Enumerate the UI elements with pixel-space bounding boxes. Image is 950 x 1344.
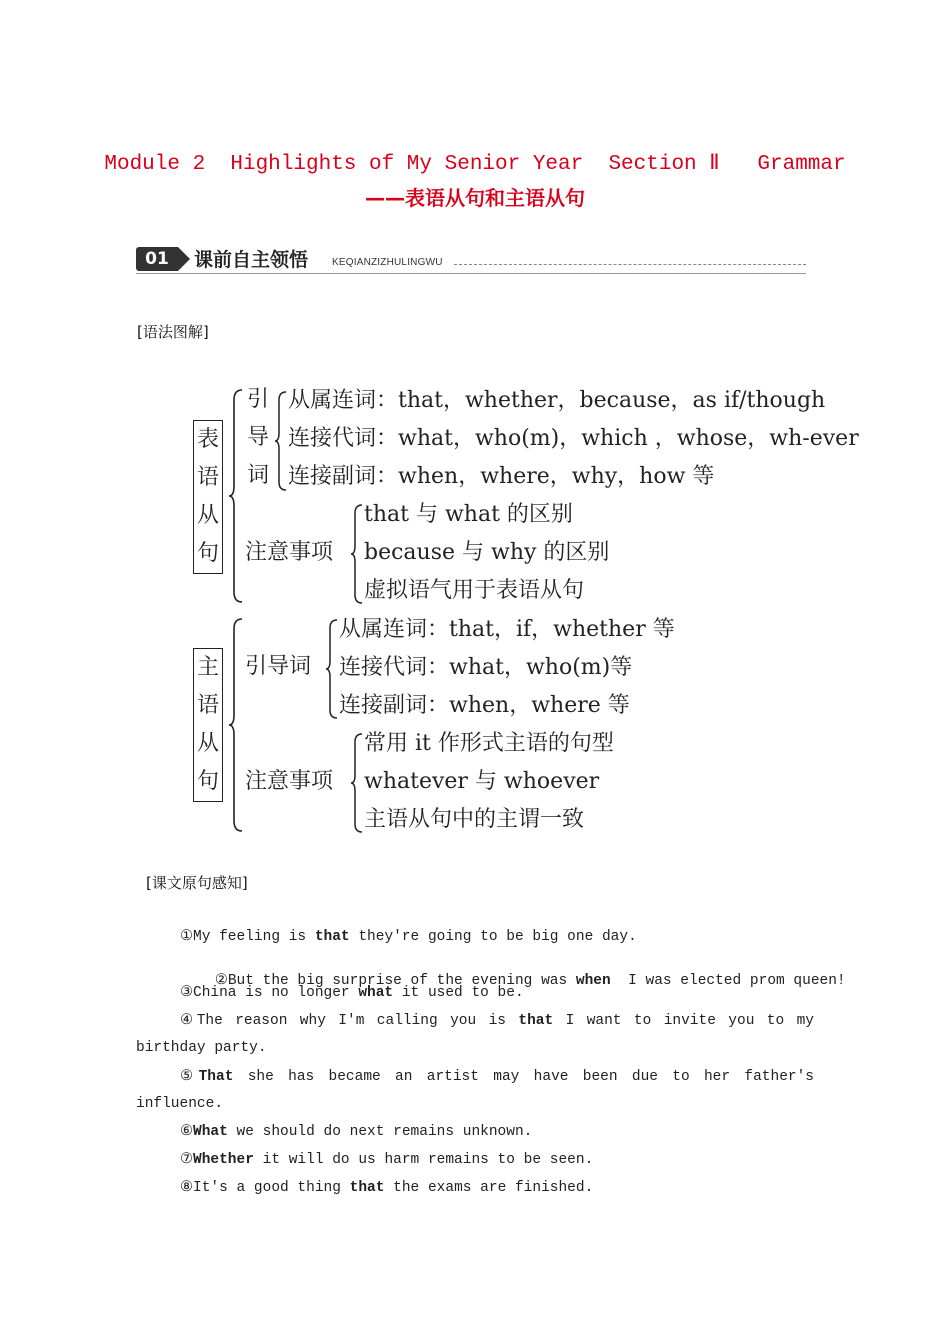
- example-sentence: [180, 984, 524, 1001]
- root-label-box: [193, 420, 223, 574]
- sentence-keyword: when: [575, 973, 611, 989]
- example-sentence: [180, 928, 637, 945]
- lead-char: 引: [246, 387, 269, 412]
- lead-item: 从属连词：that，whether，because，as if/though: [288, 388, 826, 413]
- lead-brace: [274, 390, 288, 492]
- lead-brace: [325, 618, 339, 720]
- sentence-text: we should do next remains unknown.: [227, 1124, 533, 1140]
- notes-brace: [350, 732, 364, 834]
- sentence-number: ③: [180, 985, 193, 1001]
- root-char: 从: [196, 731, 219, 756]
- root-char: 表: [196, 427, 219, 452]
- sentence-number: ④: [180, 1013, 197, 1029]
- note-item: because 与 why 的区别: [364, 540, 610, 565]
- root-label-box: [193, 648, 223, 802]
- banner-underline: [136, 273, 806, 274]
- sentence-continuation: influence.: [136, 1096, 224, 1112]
- banner-number: 01: [136, 247, 178, 271]
- notes-label: 注意事项: [245, 540, 334, 565]
- sentence-text: It's a good thing: [193, 1180, 350, 1196]
- example-sentence: [180, 1123, 532, 1140]
- note-item: 主语从句中的主谓一致: [364, 807, 585, 832]
- example-sentence: [180, 1151, 593, 1168]
- lead-word-label: [244, 381, 272, 495]
- banner-label: 课前自主领悟: [194, 249, 309, 271]
- sentence-text: The reason why I'm calling you is: [196, 1013, 519, 1029]
- sentence-text: I want to invite you to my: [553, 1013, 814, 1029]
- root-brace: [228, 388, 244, 604]
- sentence-number: ①: [180, 929, 193, 945]
- lead-item: 连接副词：when，where，why，how 等: [288, 464, 715, 489]
- sentence-text: China is no longer: [193, 985, 359, 1001]
- notes-brace: [350, 503, 364, 605]
- sentence-keyword: Whether: [193, 1152, 254, 1168]
- sentence-text: My feeling is: [193, 929, 315, 945]
- sentence-text: I was elected prom queen!: [610, 973, 846, 989]
- banner-dashed-divider: [454, 264, 806, 265]
- sentence-keyword: That: [198, 1069, 234, 1085]
- sentence-text: it will do us harm remains to be seen.: [253, 1152, 594, 1168]
- sentence-text: it used to be.: [393, 985, 524, 1001]
- section-heading-sentences: [课文原句感知]: [146, 874, 248, 892]
- root-char: 句: [196, 769, 219, 794]
- sentence-number: ⑥: [180, 1124, 193, 1140]
- sentence-number: ⑤: [180, 1069, 199, 1085]
- lead-char: 导: [246, 425, 269, 450]
- sentence-continuation: birthday party.: [136, 1040, 267, 1056]
- sentence-number: ⑦: [180, 1152, 193, 1168]
- root-char: 句: [196, 541, 219, 566]
- note-item: 虚拟语气用于表语从句: [364, 578, 585, 603]
- sentence-keyword: what: [358, 985, 394, 1001]
- page-subtitle: ——表语从句和主语从句: [365, 186, 585, 210]
- sentence-text: she has became an artist may have been due to her father's: [233, 1069, 815, 1085]
- lead-item: 连接副词：when，where 等: [339, 693, 630, 718]
- sentence-text: the exams are finished.: [384, 1180, 594, 1196]
- section-banner: [136, 243, 806, 275]
- note-item: whatever 与 whoever: [364, 769, 600, 794]
- lead-word-label: 引导词: [245, 654, 312, 679]
- lead-item: 连接代词：what，who(m)等: [339, 655, 633, 680]
- sentence-keyword: that: [314, 929, 350, 945]
- root-char: 语: [196, 693, 219, 718]
- root-char: 从: [196, 503, 219, 528]
- root-char: 主: [196, 655, 219, 680]
- banner-pinyin: KEQIANZIZHULINGWU: [332, 257, 443, 268]
- root-brace: [228, 617, 244, 833]
- sentence-number: ⑧: [180, 1180, 193, 1196]
- section-heading-diagram: [语法图解]: [137, 323, 209, 341]
- note-item: that 与 what 的区别: [364, 502, 573, 527]
- example-sentence: [180, 1068, 814, 1085]
- root-char: 语: [196, 465, 219, 490]
- example-sentence: [180, 1012, 814, 1029]
- page-title: Module 2 Highlights of My Senior Year Section Ⅱ Grammar: [104, 153, 846, 176]
- sentence-number: ②: [214, 973, 228, 989]
- lead-item: 连接代词：what，who(m)，which ，whose，wh-ever: [288, 426, 859, 451]
- sentence-keyword: that: [518, 1013, 554, 1029]
- lead-item: 从属连词：that，if，whether 等: [339, 617, 675, 642]
- note-item: 常用 it 作形式主语的句型: [364, 731, 614, 756]
- sentence-text: But the big surprise of the evening was: [227, 973, 576, 989]
- example-sentence: [180, 1179, 593, 1196]
- sentence-keyword: What: [193, 1124, 228, 1140]
- sentence-text: they're going to be big one day.: [349, 929, 637, 945]
- sentence-keyword: that: [349, 1180, 385, 1196]
- notes-label: 注意事项: [245, 769, 334, 794]
- lead-char: 词: [246, 463, 269, 488]
